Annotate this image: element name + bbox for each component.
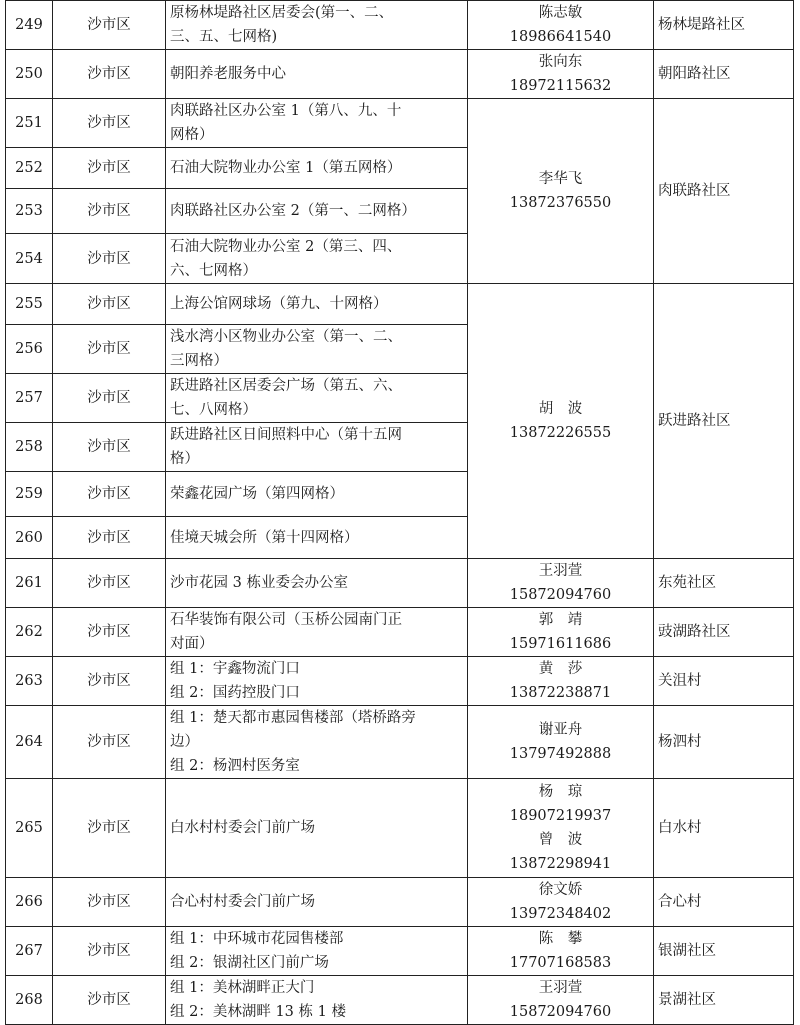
community-cell: 银湖社区: [654, 927, 794, 976]
row-number: 268: [6, 976, 53, 1025]
community-cell: 跃进路社区: [654, 284, 794, 559]
table-row: [6, 284, 794, 325]
location-cell: 跃进路社区居委会广场（第五、六、 七、八网格）: [166, 374, 468, 423]
location-cell: 朝阳养老服务中心: [166, 50, 468, 99]
district-cell: 沙市区: [53, 878, 166, 927]
location-cell: 沙市花园 3 栋业委会办公室: [166, 559, 468, 608]
table-row: [6, 657, 794, 706]
district-cell: 沙市区: [53, 559, 166, 608]
row-number: 258: [6, 423, 53, 472]
row-number: 263: [6, 657, 53, 706]
contact-cell: 胡 波 13872226555: [468, 284, 654, 559]
district-cell: 沙市区: [53, 1, 166, 50]
district-cell: 沙市区: [53, 148, 166, 189]
district-cell: 沙市区: [53, 517, 166, 559]
row-number: 261: [6, 559, 53, 608]
table-row: [6, 779, 794, 878]
site-table: [5, 0, 794, 1025]
table-row: [6, 927, 794, 976]
row-number: 255: [6, 284, 53, 325]
district-cell: 沙市区: [53, 374, 166, 423]
table-row: [6, 50, 794, 99]
contact-cell: 黄 莎 13872238871: [468, 657, 654, 706]
district-cell: 沙市区: [53, 472, 166, 517]
table-row: [6, 706, 794, 779]
location-cell: 组 1：美林湖畔正大门 组 2：美林湖畔 13 栋 1 楼: [166, 976, 468, 1025]
location-cell: 组 1：楚天都市惠园售楼部（塔桥路旁 边） 组 2：杨泗村医务室: [166, 706, 468, 779]
contact-cell: 陈 攀 17707168583: [468, 927, 654, 976]
location-cell: 石油大院物业办公室 2（第三、四、 六、七网格）: [166, 234, 468, 284]
community-cell: 杨泗村: [654, 706, 794, 779]
community-cell: 朝阳路社区: [654, 50, 794, 99]
contact-cell: 张向东 18972115632: [468, 50, 654, 99]
location-cell: 跃进路社区日间照料中心（第十五网 格）: [166, 423, 468, 472]
row-number: 253: [6, 189, 53, 234]
district-cell: 沙市区: [53, 927, 166, 976]
row-number: 251: [6, 99, 53, 148]
row-number: 259: [6, 472, 53, 517]
row-number: 249: [6, 1, 53, 50]
row-number: 262: [6, 608, 53, 657]
contact-cell: 郭 靖 15971611686: [468, 608, 654, 657]
community-cell: 东苑社区: [654, 559, 794, 608]
table-row: [6, 99, 794, 148]
district-cell: 沙市区: [53, 706, 166, 779]
district-cell: 沙市区: [53, 608, 166, 657]
location-cell: 原杨林堤路社区居委会(第一、二、 三、五、七网格): [166, 1, 468, 50]
community-cell: 杨林堤路社区: [654, 1, 794, 50]
district-cell: 沙市区: [53, 99, 166, 148]
location-cell: 石华装饰有限公司（玉桥公园南门正 对面）: [166, 608, 468, 657]
community-cell: 关沮村: [654, 657, 794, 706]
district-cell: 沙市区: [53, 234, 166, 284]
row-number: 260: [6, 517, 53, 559]
location-cell: 荣鑫花园广场（第四网格）: [166, 472, 468, 517]
row-number: 266: [6, 878, 53, 927]
contact-cell: 谢亚舟 13797492888: [468, 706, 654, 779]
contact-cell: 杨 琼 18907219937 曾 波 13872298941: [468, 779, 654, 878]
contact-cell: 陈志敏 18986641540: [468, 1, 654, 50]
table-row: [6, 878, 794, 927]
district-cell: 沙市区: [53, 189, 166, 234]
district-cell: 沙市区: [53, 976, 166, 1025]
row-number: 254: [6, 234, 53, 284]
location-cell: 组 1：中环城市花园售楼部 组 2：银湖社区门前广场: [166, 927, 468, 976]
table-row: [6, 976, 794, 1025]
contact-cell: 王羽萱 15872094760: [468, 559, 654, 608]
community-cell: 豉湖路社区: [654, 608, 794, 657]
contact-cell: 李华飞 13872376550: [468, 99, 654, 284]
location-cell: 合心村村委会门前广场: [166, 878, 468, 927]
row-number: 265: [6, 779, 53, 878]
community-cell: 景湖社区: [654, 976, 794, 1025]
district-cell: 沙市区: [53, 779, 166, 878]
row-number: 252: [6, 148, 53, 189]
location-cell: 白水村村委会门前广场: [166, 779, 468, 878]
contact-cell: 徐文娇 13972348402: [468, 878, 654, 927]
community-cell: 合心村: [654, 878, 794, 927]
table-row: [6, 559, 794, 608]
location-cell: 组 1：宇鑫物流门口 组 2：国药控股门口: [166, 657, 468, 706]
location-cell: 佳境天城会所（第十四网格）: [166, 517, 468, 559]
table-row: [6, 1, 794, 50]
district-cell: 沙市区: [53, 284, 166, 325]
row-number: 267: [6, 927, 53, 976]
row-number: 264: [6, 706, 53, 779]
district-cell: 沙市区: [53, 50, 166, 99]
row-number: 257: [6, 374, 53, 423]
location-cell: 浅水湾小区物业办公室（第一、二、 三网格）: [166, 325, 468, 374]
district-cell: 沙市区: [53, 325, 166, 374]
table-row: [6, 608, 794, 657]
row-number: 250: [6, 50, 53, 99]
location-cell: 石油大院物业办公室 1（第五网格）: [166, 148, 468, 189]
row-number: 256: [6, 325, 53, 374]
community-cell: 白水村: [654, 779, 794, 878]
community-cell: 肉联路社区: [654, 99, 794, 284]
location-cell: 肉联路社区办公室 1（第八、九、十 网格）: [166, 99, 468, 148]
location-cell: 上海公馆网球场（第九、十网格）: [166, 284, 468, 325]
district-cell: 沙市区: [53, 423, 166, 472]
district-cell: 沙市区: [53, 657, 166, 706]
contact-cell: 王羽萱 15872094760: [468, 976, 654, 1025]
location-cell: 肉联路社区办公室 2（第一、二网格）: [166, 189, 468, 234]
